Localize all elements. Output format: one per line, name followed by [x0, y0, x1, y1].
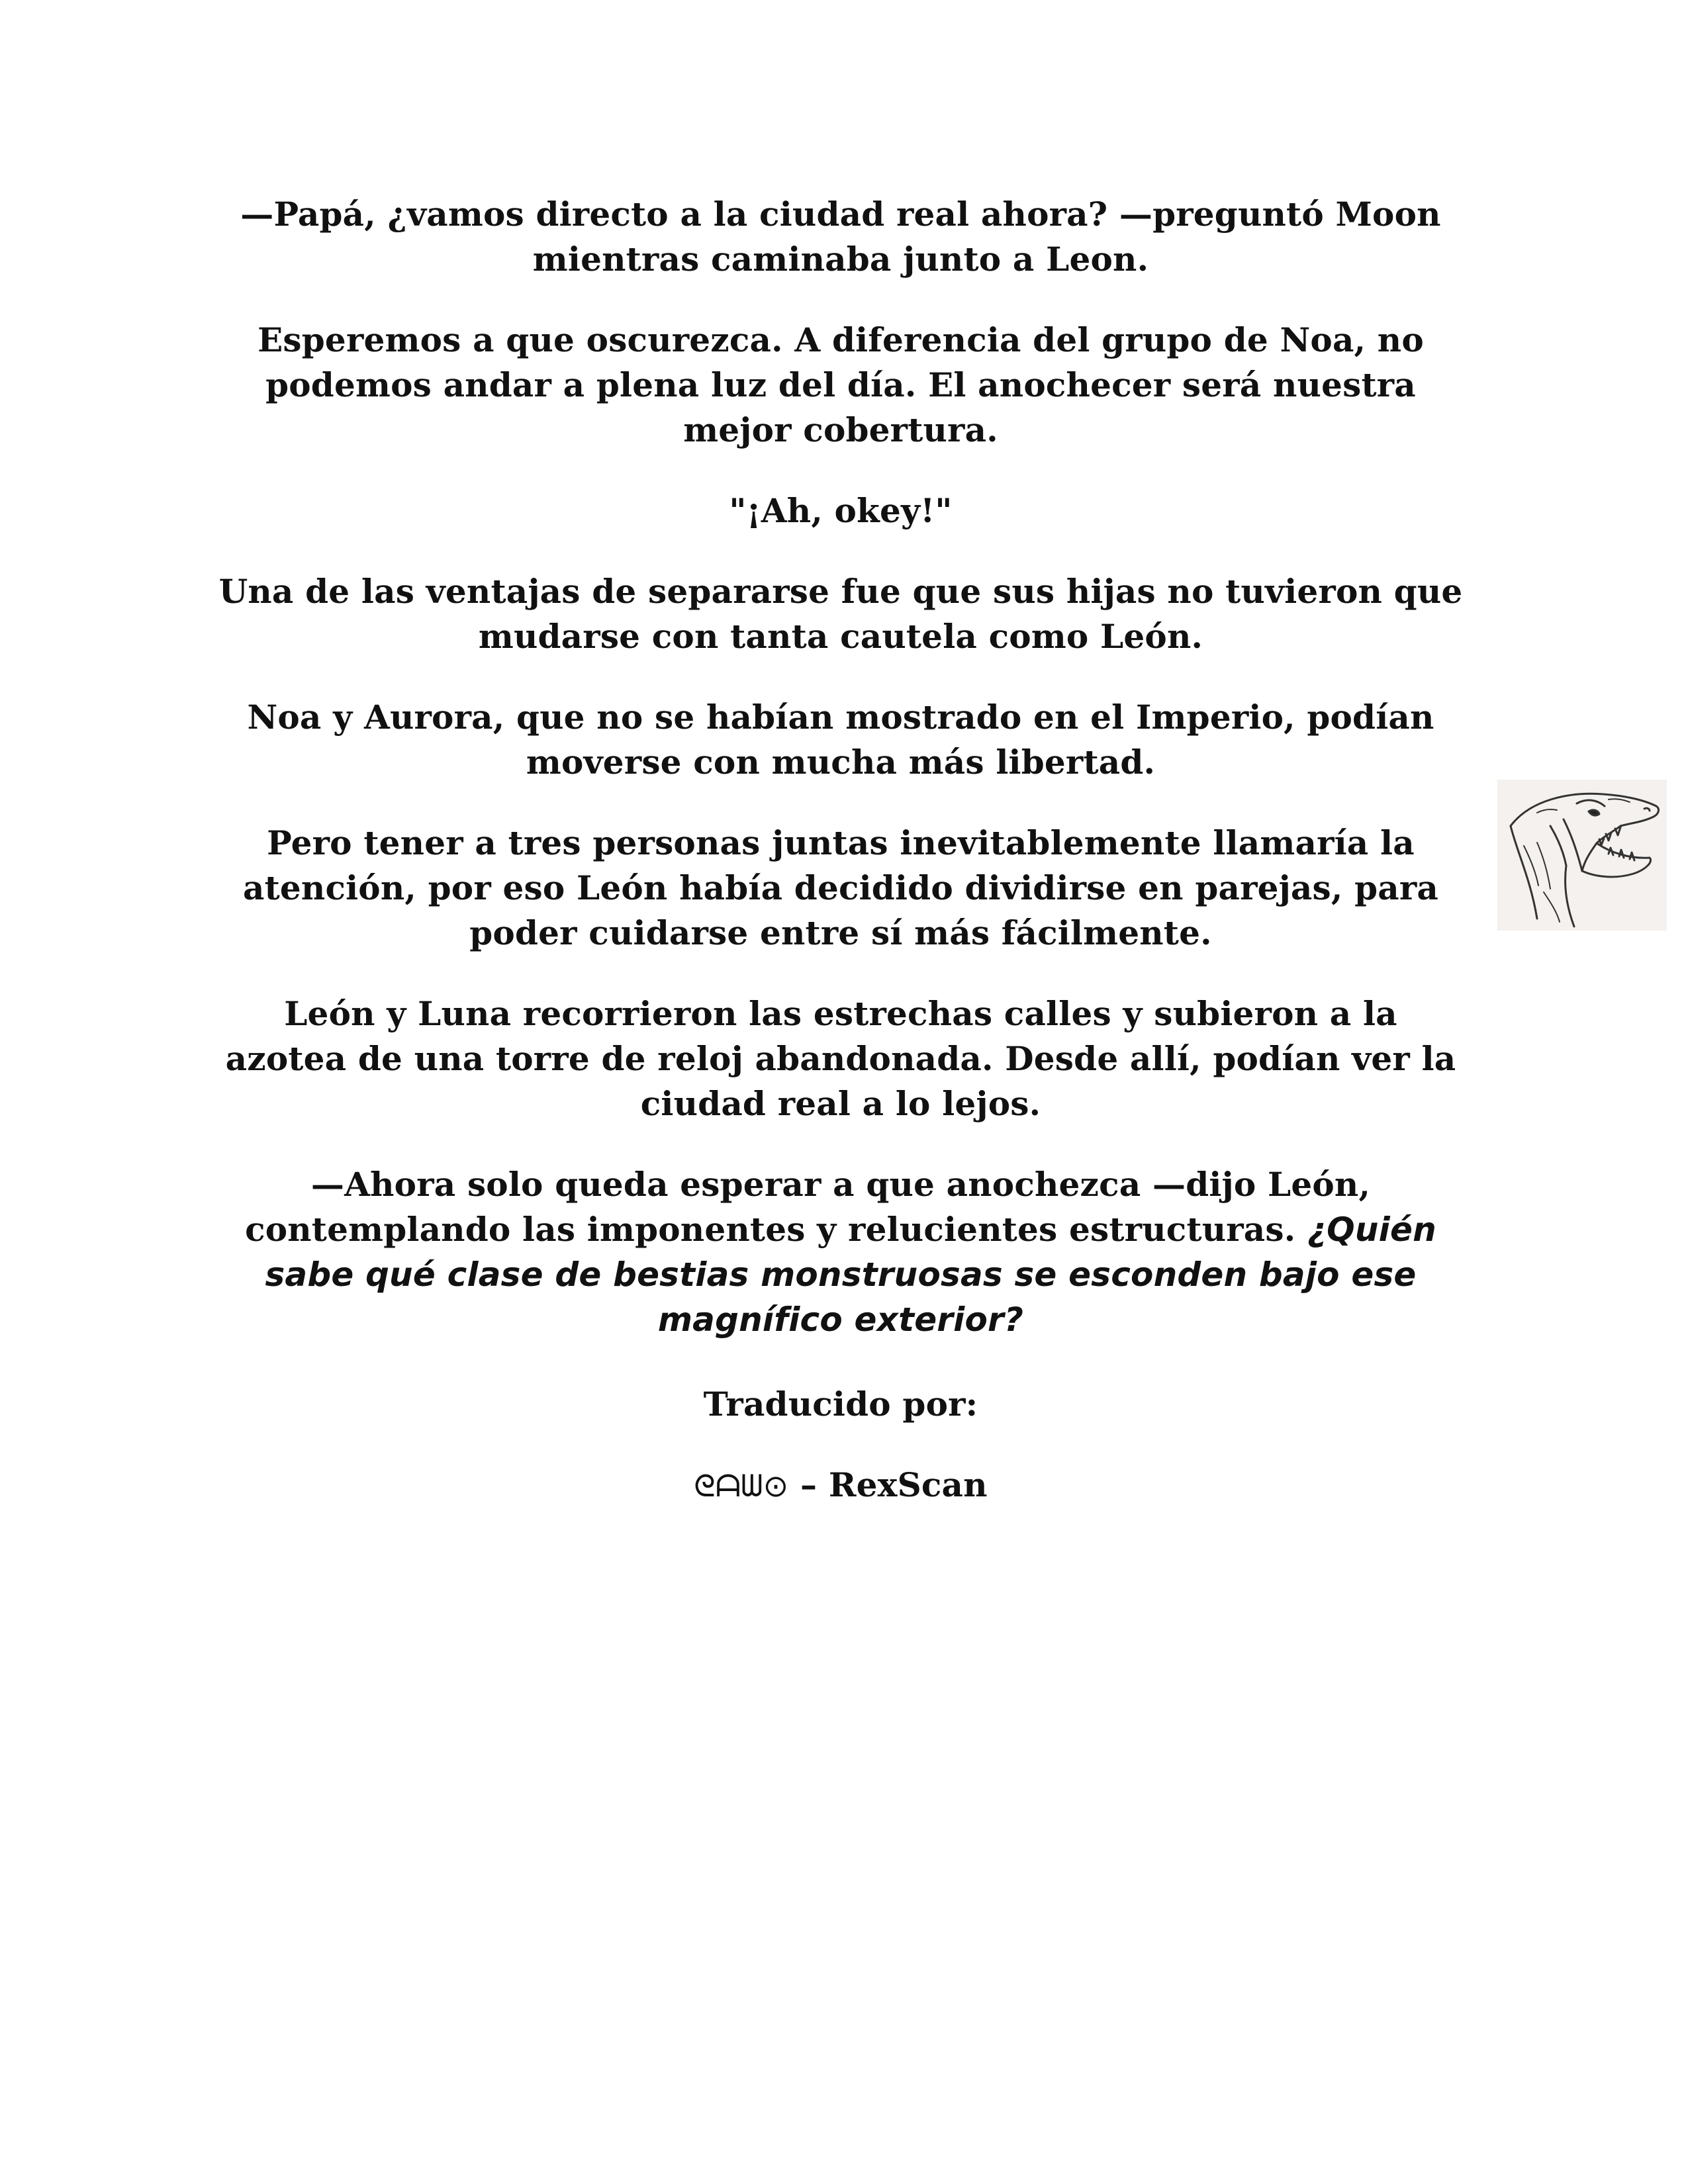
translator-handle: ᘓᗩᗯ⊙ [694, 1468, 789, 1504]
t-rex-head-icon [1497, 780, 1667, 931]
paragraph-4: Una de las ventajas de separarse fue que sus hijas no tuvieron que mudarse con tanta cautela como León. [218, 572, 1463, 656]
paragraph-7: León y Luna recorrieron las estrechas calles y subieron a la azotea de una torre de reloj abandonada. Desde allí, podían ver la ciudad real a lo lejos. [225, 994, 1456, 1123]
paragraph-8-italic: ¿Quién sabe qué clase de bestias monstruosas se esconden bajo ese magnífico exterior? [265, 1210, 1436, 1339]
paragraph-6: Pero tener a tres personas juntas inevitablemente llamaría la atención, por eso León había decidido dividirse en parejas, para poder cuidarse entre sí más fácilmente. [243, 823, 1438, 952]
credits-line [218, 1463, 1463, 1508]
paragraph-8 [218, 1162, 1463, 1342]
credits-separator: – [800, 1465, 818, 1504]
paragraph-1: —Papá, ¿vamos directo a la ciudad real ahora? —preguntó Moon mientras caminaba junto a Leon. [240, 195, 1441, 279]
credits-group: RexScan [828, 1465, 988, 1504]
credits-title: Traducido por: [703, 1385, 978, 1424]
paragraph-3: "¡Ah, okey!" [729, 491, 953, 530]
document-body [218, 192, 1463, 1508]
paragraph-2: Esperemos a que oscurezca. A diferencia del grupo de Noa, no podemos andar a plena luz del día. El anochecer será nuestra mejor cobertura. [258, 320, 1424, 449]
paragraph-8-plain: —Ahora solo queda esperar a que anochezca —dijo León, contemplando las imponentes y relucientes estructuras. [245, 1165, 1371, 1249]
paragraph-5: Noa y Aurora, que no se habían mostrado en el Imperio, podían moverse con mucha más libertad. [247, 698, 1434, 782]
